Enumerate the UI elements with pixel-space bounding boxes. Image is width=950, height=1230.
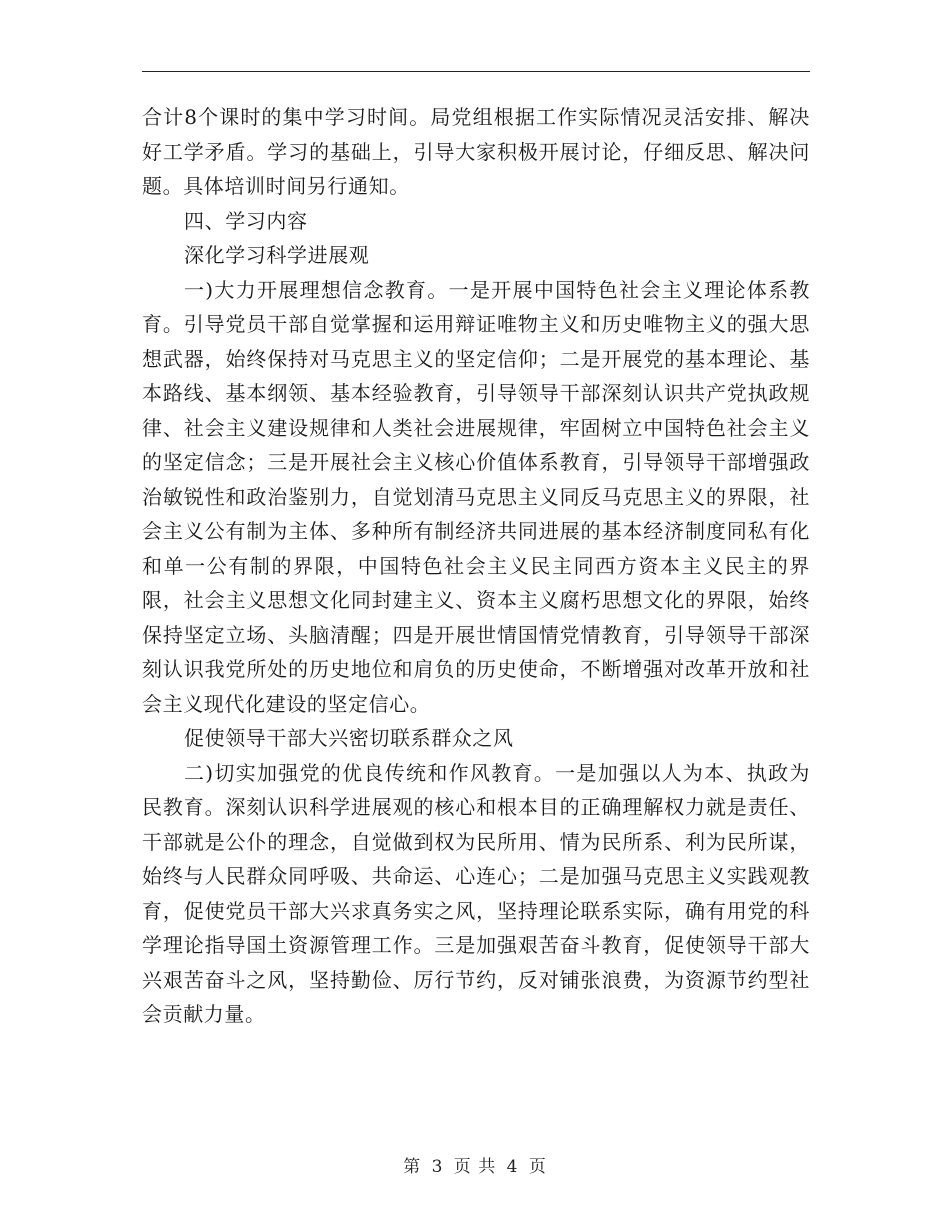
paragraph: 二)切实加强党的优良传统和作风教育。一是加强以人为本、执政为民教育。深刻认识科学进展观的核心和根本目的正确理解权力就是责任、干部就是公仆的理念，自觉做到权为民所用、情为民所系、利为民所谋，始终与人民群众同呼吸、共命运、心连心；二是加强马克思主义实践观教育，促使党员干部大兴求真务实之风，坚持理论联系实际，确有用党的科学理论指导国土资源管理工作。三是加强艰苦奋斗教育，促使领导干部大兴艰苦奋斗之风，坚持勤俭、厉行节约，反对铺张浪费，为资源节约型社会贡献力量。 bbox=[142, 760, 810, 1026]
current-page-number: 3 bbox=[431, 1157, 444, 1177]
document-body bbox=[142, 100, 810, 1032]
footer-suffix: 页 bbox=[528, 1157, 547, 1177]
section-heading: 四、学习内容 bbox=[184, 208, 308, 233]
total-pages-number: 4 bbox=[506, 1157, 519, 1177]
page-footer bbox=[0, 1152, 950, 1177]
subsection-heading: 促使领导干部大兴密切联系群众之风 bbox=[184, 726, 514, 750]
footer-middle: 页 共 bbox=[453, 1157, 497, 1177]
paragraph: 合计8个课时的集中学习时间。局党组根据工作实际情况灵活安排、解决好工学矛盾。学习的基础上，引导大家积极开展讨论，仔细反思、解决问题。具体培训时间另行通知。 bbox=[142, 105, 810, 198]
header-rule bbox=[142, 71, 810, 72]
footer-prefix: 第 bbox=[403, 1157, 422, 1177]
subsection-heading: 深化学习科学进展观 bbox=[184, 243, 370, 267]
paragraph: 一)大力开展理想信念教育。一是开展中国特色社会主义理论体系教育。引导党员干部自觉掌握和运用辩证唯物主义和历史唯物主义的强大思想武器，始终保持对马克思主义的坚定信仰；二是开展党的基本理论、基本路线、基本纲领、基本经验教育，引导领导干部深刻认识共产党执政规律、社会主义建设规律和人类社会进展规律，牢固树立中国特色社会主义的坚定信念；三是开展社会主义核心价值体系教育，引导领导干部增强政治敏锐性和政治鉴别力，自觉划清马克思主义同反马克思主义的界限，社会主义公有制为主体、多种所有制经济共同进展的基本经济制度同私有化和单一公有制的界限，中国特色社会主义民主同西方资本主义民主的界限，社会主义思想文化同封建主义、资本主义腐朽思想文化的界限，始终保持坚定立场、头脑清醒；四是开展世情国情党情教育，引导领导干部深刻认识我党所处的历史地位和肩负的历史使命，不断增强对改革开放和社会主义现代化建设的坚定信心。 bbox=[142, 277, 810, 716]
